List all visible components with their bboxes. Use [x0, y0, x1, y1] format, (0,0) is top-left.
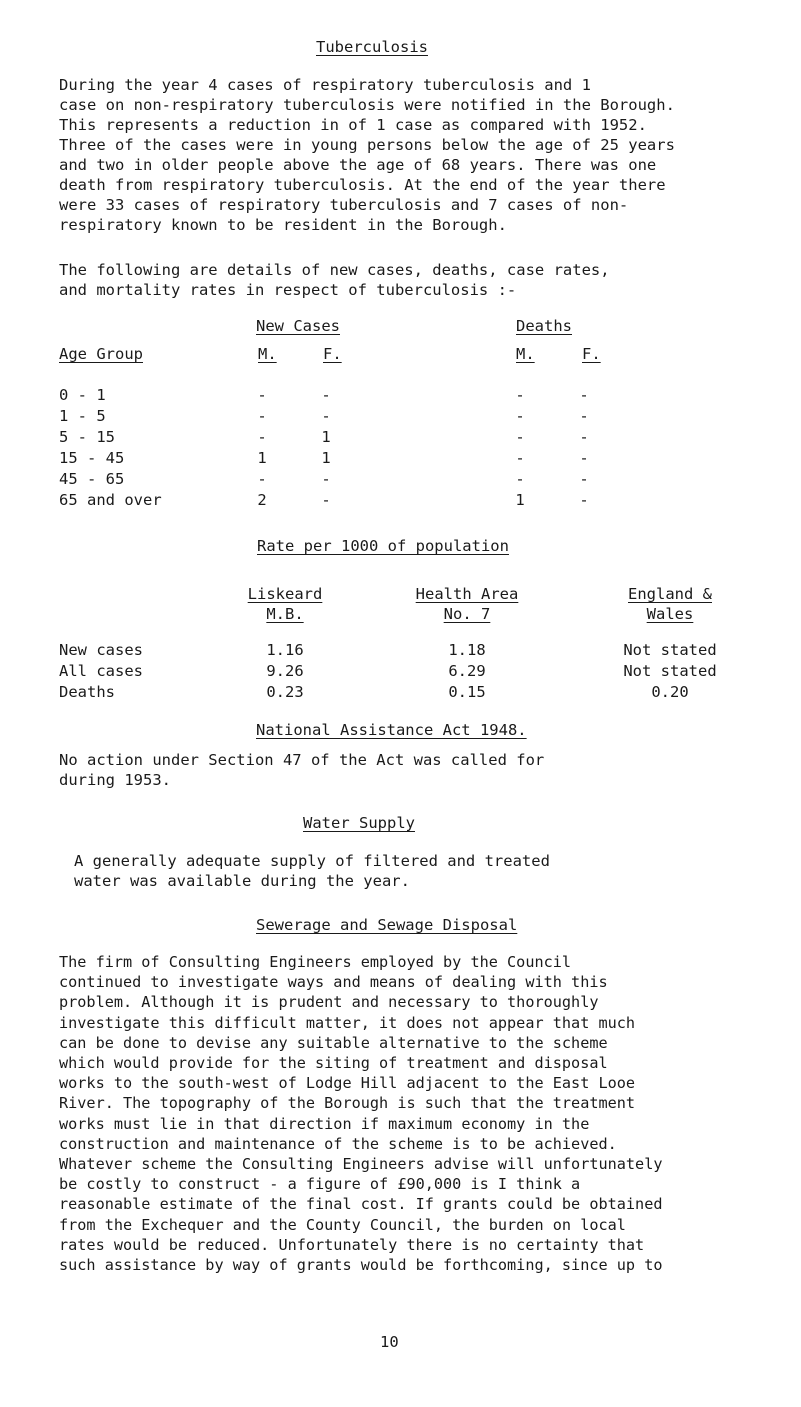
tuberculosis-heading: Tuberculosis: [316, 38, 428, 56]
liskeard-mb-header: M.B.: [266, 605, 304, 623]
page-number: 10: [380, 1333, 399, 1351]
table-row: [0, 682, 801, 702]
rate-row-label: New cases: [59, 641, 143, 659]
health-area-header: Health Area: [415, 585, 519, 603]
health-area-rate-cell: 0.15: [448, 683, 486, 701]
new-male-cell: 1: [257, 449, 267, 467]
health-area-rate-cell: 6.29: [448, 662, 486, 680]
liskeard-header: Liskeard: [247, 585, 323, 603]
deaths-header: Deaths: [516, 317, 572, 335]
national-assistance-heading: National Assistance Act 1948.: [256, 721, 527, 739]
new-cases-male-header: M.: [258, 345, 277, 363]
new-male-cell: -: [257, 386, 267, 404]
table-row: [0, 661, 801, 681]
deaths-male-cell: -: [515, 470, 525, 488]
deaths-male-header: M.: [516, 345, 535, 363]
tuberculosis-paragraph: During the year 4 cases of respiratory tuberculosis and 1 case on non-respiratory tuberculosis were notified in the Borough. This represents a reduction in of 1 case as compared with 1952. Three of the cases were in young persons below the age of 25 years and two in older people above the age of 68 years. There was one death from respiratory tuberculosis. At the end of the year there were 33 cases of respiratory tuberculosis and 7 cases of non- respiratory known to be resident in the Borough.: [59, 76, 675, 234]
deaths-female-cell: -: [579, 428, 589, 446]
new-female-cell: -: [321, 386, 331, 404]
health-area-rate-cell: 1.18: [448, 641, 486, 659]
deaths-female-cell: -: [579, 407, 589, 425]
new-female-cell: -: [321, 407, 331, 425]
new-female-cell: -: [321, 491, 331, 509]
deaths-female-header: F.: [582, 345, 601, 363]
table-row: [0, 448, 801, 468]
table-row: [0, 427, 801, 447]
liskeard-rate-cell: 1.16: [266, 641, 304, 659]
sewerage-heading: Sewerage and Sewage Disposal: [256, 916, 518, 934]
new-male-cell: -: [257, 470, 267, 488]
age-group-cell: 65 and over: [59, 491, 162, 509]
england-wales-rate-cell: 0.20: [651, 683, 689, 701]
deaths-male-cell: 1: [515, 491, 525, 509]
wales-header: Wales: [646, 605, 694, 623]
deaths-female-cell: -: [579, 491, 589, 509]
deaths-male-cell: -: [515, 449, 525, 467]
new-male-cell: -: [257, 428, 267, 446]
age-group-cell: 5 - 15: [59, 428, 115, 446]
water-supply-paragraph: A generally adequate supply of filtered and treated water was available during the year.: [74, 852, 550, 890]
england-wales-rate-cell: Not stated: [623, 662, 717, 680]
table-row: [0, 469, 801, 489]
age-group-cell: 0 - 1: [59, 386, 106, 404]
age-group-cell: 15 - 45: [59, 449, 125, 467]
rate-row-label: Deaths: [59, 683, 115, 701]
rate-table-title: Rate per 1000 of population: [257, 537, 509, 555]
deaths-male-cell: -: [515, 407, 525, 425]
sewerage-paragraph: The firm of Consulting Engineers employed by the Council continued to investigate ways and means of dealing with this problem. Although it is prudent and necessary to thoroughly investigate this difficult matter, it does not appear that much can be done to devise any suitable alternative to the scheme which would provide for the siting of treatment and disposal works to the south-west of Lodge Hill adjacent to the East Looe River. The topography of the Borough is such that the treatment works must lie in that direction if maximum economy in the construction and maintenance of the scheme is to be achieved. Whatever scheme the Consulting Engineers advise will unfortunately be costly to construct - a figure of £90,000 is I think a reasonable estimate of the final cost. If grants could be obtained from the Exchequer and the County Council, the burden on local rates would be reduced. Unfortunately there is no certainty that such assistance by way of grants would be forthcoming, since up to: [59, 953, 663, 1275]
new-male-cell: 2: [257, 491, 267, 509]
new-cases-header: New Cases: [256, 317, 340, 335]
water-supply-heading: Water Supply: [303, 814, 415, 832]
age-group-cell: 1 - 5: [59, 407, 106, 425]
liskeard-rate-cell: 9.26: [266, 662, 304, 680]
deaths-female-cell: -: [579, 470, 589, 488]
new-female-cell: 1: [321, 428, 331, 446]
england-wales-header: England &: [628, 585, 712, 603]
deaths-female-cell: -: [579, 449, 589, 467]
age-group-cell: 45 - 65: [59, 470, 125, 488]
new-cases-female-header: F.: [323, 345, 342, 363]
national-assistance-paragraph: No action under Section 47 of the Act was called for during 1953.: [59, 751, 545, 789]
details-intro-paragraph: The following are details of new cases, deaths, case rates, and mortality rates in respect of tuberculosis :-: [59, 261, 610, 299]
new-female-cell: -: [321, 470, 331, 488]
table-row: [0, 490, 801, 510]
table-row: [0, 640, 801, 660]
age-group-header: Age Group: [59, 345, 143, 363]
england-wales-rate-cell: Not stated: [623, 641, 717, 659]
health-area-no-header: No. 7: [443, 605, 491, 623]
deaths-male-cell: -: [515, 386, 525, 404]
table-row: [0, 385, 801, 405]
new-female-cell: 1: [321, 449, 331, 467]
table-row: [0, 406, 801, 426]
deaths-male-cell: -: [515, 428, 525, 446]
liskeard-rate-cell: 0.23: [266, 683, 304, 701]
new-male-cell: -: [257, 407, 267, 425]
rate-row-label: All cases: [59, 662, 143, 680]
deaths-female-cell: -: [579, 386, 589, 404]
